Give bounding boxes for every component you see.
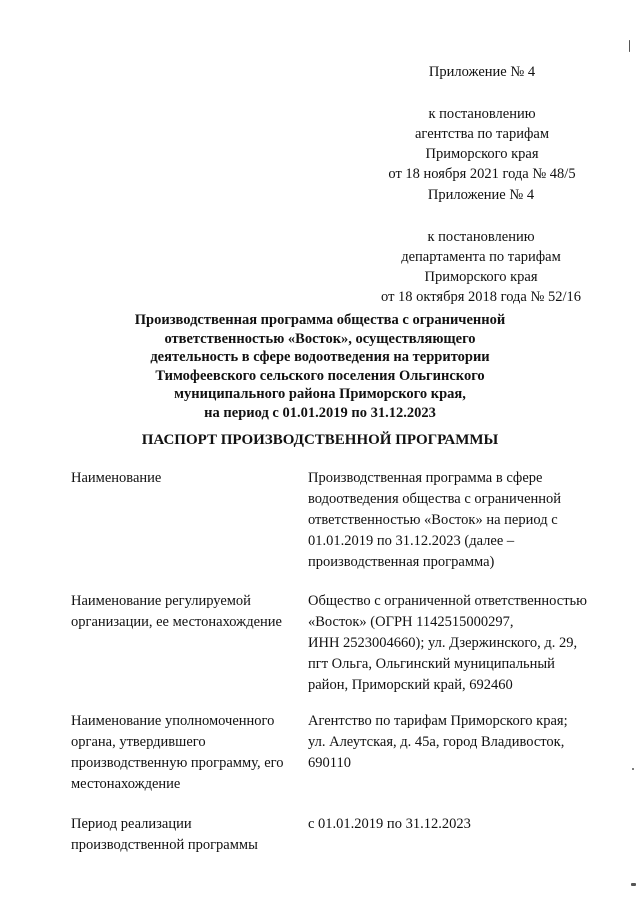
row-value — [308, 814, 601, 835]
value-line: ответственностью «Восток» на период с — [308, 512, 558, 528]
scan-speck — [629, 40, 630, 52]
title-line: на период с 01.01.2019 по 31.12.2023 — [204, 404, 436, 421]
annex-header-department — [356, 185, 606, 307]
value-line: ИНН 2523004660); ул. Дзержинского, д. 29, — [308, 635, 578, 651]
label-line: Наименование — [71, 470, 162, 486]
annex-line: Приморского края — [425, 146, 539, 162]
passport-heading: ПАСПОРТ ПРОИЗВОДСТВЕННОЙ ПРОГРАММЫ — [141, 432, 499, 448]
annex-title: Приложение № 4 — [428, 64, 536, 80]
title-line: муниципального района Приморского края, — [174, 386, 466, 402]
label-line: производственной программы — [71, 837, 258, 853]
document-title — [100, 311, 540, 422]
label-line: Наименование регулируемой — [71, 593, 251, 609]
label-line: производственную программу, его — [71, 755, 284, 771]
scan-speck — [631, 883, 636, 886]
value-line: Агентство по тарифам Приморского края; — [308, 713, 568, 729]
value-line: 01.01.2019 по 31.12.2023 (далее – — [308, 533, 515, 549]
title-line: Производственная программа общества с ограниченной — [134, 312, 506, 328]
value-line: производственная программа) — [308, 554, 495, 570]
annex-line: от 18 октября 2018 года № 52/16 — [381, 289, 581, 305]
title-line: ответственностью «Восток», осуществляющего — [164, 330, 476, 347]
value-line: 690110 — [308, 755, 351, 771]
value-line: «Восток» (ОГРН 1142515000297, — [308, 614, 514, 630]
row-label — [71, 468, 296, 489]
row-value — [308, 591, 601, 696]
annex-line: департамента по тарифам — [401, 249, 561, 265]
annex-line: от 18 ноября 2021 года № 48/5 — [388, 166, 576, 182]
value-line: с 01.01.2019 по 31.12.2023 — [308, 816, 471, 832]
annex-line: агентства по тарифам — [415, 126, 549, 142]
label-line: организации, ее местонахождение — [71, 614, 282, 630]
annex-title: Приложение № 4 — [427, 187, 535, 203]
row-label — [71, 591, 296, 633]
scan-speck — [632, 768, 634, 770]
value-line: Производственная программа в сфере — [308, 470, 543, 486]
label-line: органа, утвердившего — [71, 734, 206, 750]
label-line: местонахождение — [71, 776, 181, 792]
title-line: деятельность в сфере водоотведения на территории — [150, 349, 490, 365]
annex-line: Приморского края — [424, 269, 538, 285]
annex-line: к постановлению — [427, 229, 535, 245]
annex-header-agency — [362, 62, 602, 184]
value-line: Общество с ограниченной ответственностью — [308, 593, 587, 609]
value-line: ул. Алеутская, д. 45а, город Владивосток, — [308, 734, 565, 750]
label-line: Период реализации — [71, 816, 192, 832]
title-line: Тимофеевского сельского поселения Ольгинского — [155, 367, 485, 384]
value-line: пгт Ольга, Ольгинский муниципальный — [308, 656, 555, 672]
row-value — [308, 711, 601, 774]
row-value — [308, 468, 601, 573]
row-label — [71, 814, 296, 856]
value-line: район, Приморский край, 692460 — [308, 677, 513, 693]
row-label — [71, 711, 296, 795]
annex-line: к постановлению — [428, 106, 536, 122]
value-line: водоотведения общества с ограниченной — [308, 491, 562, 507]
label-line: Наименование уполномоченного — [71, 713, 275, 729]
